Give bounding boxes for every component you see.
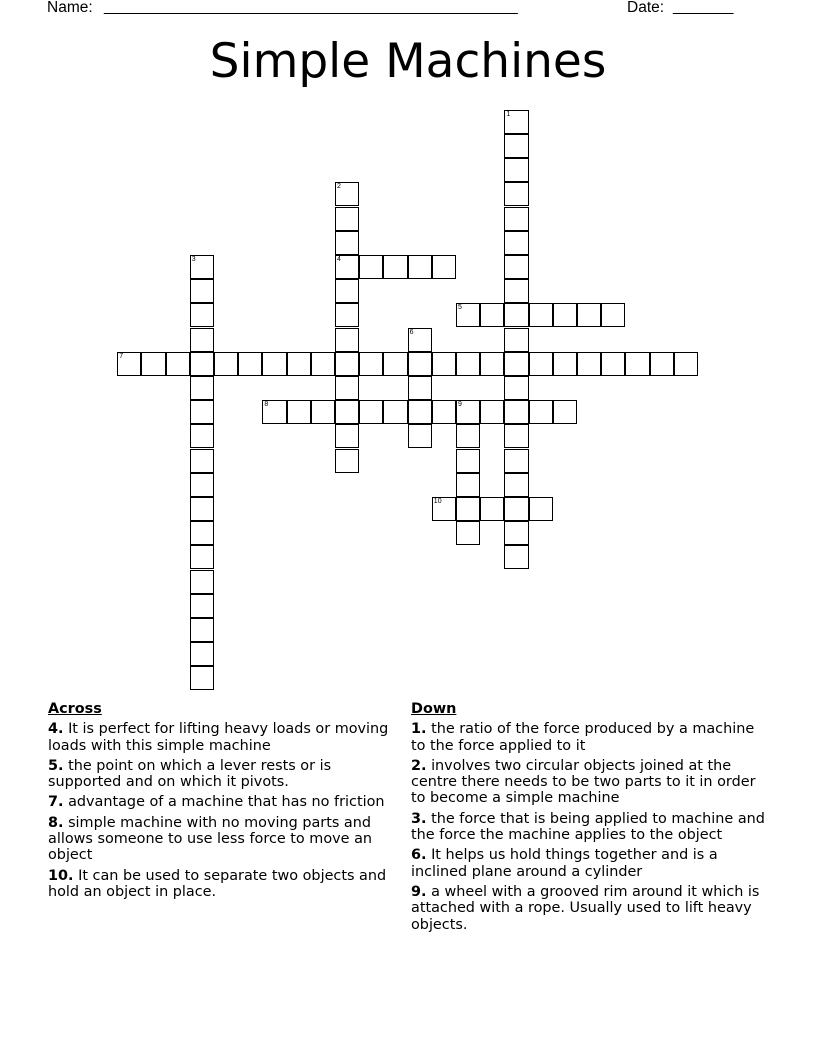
- crossword-cell[interactable]: [504, 303, 528, 327]
- crossword-cell[interactable]: [529, 352, 553, 376]
- crossword-cell[interactable]: [335, 424, 359, 448]
- crossword-cell[interactable]: [456, 352, 480, 376]
- crossword-cell[interactable]: [504, 497, 528, 521]
- crossword-cell[interactable]: [359, 352, 383, 376]
- crossword-cell[interactable]: [311, 400, 335, 424]
- crossword-cell[interactable]: [190, 473, 214, 497]
- crossword-cell[interactable]: [553, 303, 577, 327]
- crossword-cell[interactable]: [335, 207, 359, 231]
- crossword-cell[interactable]: [359, 400, 383, 424]
- crossword-cell[interactable]: [504, 449, 528, 473]
- clue-item-text: advantage of a machine that has no friction: [68, 794, 385, 811]
- clue-number: 9: [458, 401, 462, 409]
- clue-item-number: 9.: [411, 883, 427, 900]
- crossword-cell[interactable]: [456, 449, 480, 473]
- crossword-cell[interactable]: [190, 303, 214, 327]
- crossword-cell[interactable]: [190, 521, 214, 545]
- crossword-cell[interactable]: [141, 352, 165, 376]
- crossword-cell[interactable]: [335, 303, 359, 327]
- crossword-cell[interactable]: [190, 424, 214, 448]
- crossword-cell[interactable]: [480, 352, 504, 376]
- crossword-cell[interactable]: [190, 666, 214, 690]
- clue-number: 8: [264, 401, 269, 409]
- crossword-cell[interactable]: [504, 328, 528, 352]
- crossword-cell[interactable]: [335, 352, 359, 376]
- crossword-cell[interactable]: [456, 521, 480, 545]
- clue-number: 3: [191, 255, 196, 263]
- crossword-cell[interactable]: [408, 424, 432, 448]
- crossword-cell[interactable]: [456, 473, 480, 497]
- crossword-cell[interactable]: [625, 352, 649, 376]
- crossword-cell[interactable]: [601, 352, 625, 376]
- clue-item: [411, 721, 766, 754]
- crossword-cell[interactable]: [553, 400, 577, 424]
- crossword-cell[interactable]: [456, 424, 480, 448]
- crossword-cell[interactable]: [577, 303, 601, 327]
- crossword-cell[interactable]: [262, 352, 286, 376]
- crossword-cell[interactable]: [238, 352, 262, 376]
- down-clue-list: [411, 721, 766, 933]
- clue-item-number: 7.: [48, 794, 64, 811]
- crossword-cell[interactable]: [504, 158, 528, 182]
- crossword-cell[interactable]: [601, 303, 625, 327]
- crossword-cell[interactable]: [504, 134, 528, 158]
- crossword-cell[interactable]: [287, 400, 311, 424]
- across-clue-list: [48, 721, 393, 900]
- clue-item: [411, 758, 766, 807]
- crossword-cell[interactable]: [190, 255, 214, 279]
- crossword-cell[interactable]: [577, 352, 601, 376]
- crossword-cell[interactable]: [480, 497, 504, 521]
- page-title: Simple Machines: [209, 34, 607, 89]
- down-heading: Down: [411, 701, 457, 717]
- crossword-cell[interactable]: [408, 255, 432, 279]
- crossword-cell[interactable]: [504, 545, 528, 569]
- crossword-cell[interactable]: [190, 352, 214, 376]
- crossword-cell[interactable]: [432, 400, 456, 424]
- down-clues: [411, 701, 766, 937]
- crossword-cell[interactable]: [287, 352, 311, 376]
- clue-item-number: 10.: [48, 867, 74, 884]
- clue-item: [48, 815, 393, 864]
- crossword-cell[interactable]: [432, 352, 456, 376]
- crossword-cell[interactable]: [190, 642, 214, 666]
- clue-item: [48, 721, 393, 754]
- crossword-cell[interactable]: [529, 303, 553, 327]
- name-field[interactable]: ________________________________________________: [104, 0, 518, 15]
- crossword-cell[interactable]: [335, 255, 359, 279]
- crossword-cell[interactable]: [190, 400, 214, 424]
- crossword-cell[interactable]: [504, 182, 528, 206]
- clue-item: [411, 884, 766, 933]
- crossword-cell[interactable]: [166, 352, 190, 376]
- clue-item-number: 3.: [411, 810, 427, 827]
- crossword-cell[interactable]: [335, 376, 359, 400]
- clue-number: 7: [119, 352, 124, 360]
- crossword-cell[interactable]: [504, 376, 528, 400]
- crossword-cell[interactable]: [117, 352, 141, 376]
- crossword-cell[interactable]: [190, 449, 214, 473]
- crossword-cell[interactable]: [408, 352, 432, 376]
- crossword-cell[interactable]: [190, 570, 214, 594]
- crossword-cell[interactable]: [456, 497, 480, 521]
- across-clues: [48, 701, 393, 904]
- crossword-cell[interactable]: [432, 255, 456, 279]
- crossword-cell[interactable]: [480, 303, 504, 327]
- clue-number: 5: [458, 304, 462, 312]
- crossword-cell[interactable]: [335, 400, 359, 424]
- clue-item-text: the ratio of the force produced by a machine to the force applied to it: [411, 721, 755, 754]
- clue-item: [411, 811, 766, 844]
- crossword-cell[interactable]: [504, 110, 528, 134]
- crossword-cell[interactable]: [311, 352, 335, 376]
- clue-item: [48, 794, 393, 810]
- date-label: Date:: [627, 0, 665, 16]
- crossword-cell[interactable]: [190, 497, 214, 521]
- clue-item-number: 8.: [48, 814, 64, 831]
- crossword-cell[interactable]: [335, 449, 359, 473]
- clue-item: [48, 868, 393, 901]
- crossword-cell[interactable]: [335, 231, 359, 255]
- crossword-cell[interactable]: [190, 328, 214, 352]
- crossword-cell[interactable]: [383, 255, 407, 279]
- clue-item-text: the force that is being applied to machine and the force the machine applies to the object: [411, 810, 765, 844]
- crossword-cell[interactable]: [504, 424, 528, 448]
- crossword-cell[interactable]: [190, 376, 214, 400]
- crossword-cell[interactable]: [408, 400, 432, 424]
- crossword-cell[interactable]: [456, 400, 480, 424]
- clue-item: [48, 758, 393, 791]
- clue-number: 10: [433, 497, 442, 505]
- clue-item-text: a wheel with a grooved rim around it which is attached with a rope. Usually used to lift heavy objects.: [411, 883, 760, 933]
- crossword-cell[interactable]: [408, 376, 432, 400]
- clue-item-number: 2.: [411, 757, 427, 774]
- crossword-cell[interactable]: [408, 328, 432, 352]
- crossword-cell[interactable]: [504, 207, 528, 231]
- crossword-cell[interactable]: [335, 279, 359, 303]
- clue-item-text: involves two circular objects joined at the centre there needs to be two parts to it in order to become a simple machine: [411, 757, 756, 807]
- clue-number: 6: [409, 328, 414, 336]
- crossword-cell[interactable]: [383, 400, 407, 424]
- crossword-cell[interactable]: [335, 182, 359, 206]
- crossword-cell[interactable]: [553, 352, 577, 376]
- crossword-cell[interactable]: [504, 352, 528, 376]
- crossword-cell[interactable]: [432, 497, 456, 521]
- crossword-cell[interactable]: [383, 352, 407, 376]
- clue-item-text: It helps us hold things together and is a inclined plane around a cylinder: [411, 847, 718, 880]
- clue-item-number: 1.: [411, 721, 427, 738]
- crossword-cell[interactable]: [190, 594, 214, 618]
- crossword-cell[interactable]: [504, 279, 528, 303]
- clue-item-number: 5.: [48, 757, 64, 774]
- crossword-cell[interactable]: [650, 352, 674, 376]
- clue-item-text: simple machine with no moving parts and allows someone to use less force to move an object: [48, 814, 373, 864]
- clue-number: 2: [337, 183, 341, 191]
- crossword-cell[interactable]: [262, 400, 286, 424]
- clue-item-text: It is perfect for lifting heavy loads or moving loads with this simple machine: [48, 721, 389, 754]
- crossword-cell[interactable]: [190, 545, 214, 569]
- crossword-cell[interactable]: [504, 231, 528, 255]
- clue-item: [411, 847, 766, 880]
- across-heading: Across: [48, 701, 102, 717]
- clue-item-text: the point on which a lever rests or is supported and on which it pivots.: [48, 757, 332, 791]
- crossword-cell[interactable]: [674, 352, 698, 376]
- crossword-cell[interactable]: [529, 400, 553, 424]
- crossword-cell[interactable]: [456, 303, 480, 327]
- clue-item-number: 6.: [411, 847, 427, 864]
- crossword-cell[interactable]: [359, 255, 383, 279]
- crossword-cell[interactable]: [214, 352, 238, 376]
- crossword-cell[interactable]: [504, 521, 528, 545]
- name-label: Name:: [47, 0, 93, 16]
- crossword-cell[interactable]: [190, 279, 214, 303]
- crossword-cell[interactable]: [504, 255, 528, 279]
- crossword-cell[interactable]: [504, 400, 528, 424]
- clue-number: 1: [506, 110, 511, 118]
- clue-item-number: 4.: [48, 721, 64, 738]
- crossword-cell[interactable]: [335, 328, 359, 352]
- crossword-cell[interactable]: [529, 497, 553, 521]
- clue-item-text: It can be used to separate two objects and hold an object in place.: [48, 867, 387, 900]
- clue-number: 4: [337, 255, 341, 263]
- crossword-cell[interactable]: [190, 618, 214, 642]
- date-field[interactable]: _______: [673, 0, 734, 15]
- crossword-cell[interactable]: [504, 473, 528, 497]
- crossword-cell[interactable]: [480, 400, 504, 424]
